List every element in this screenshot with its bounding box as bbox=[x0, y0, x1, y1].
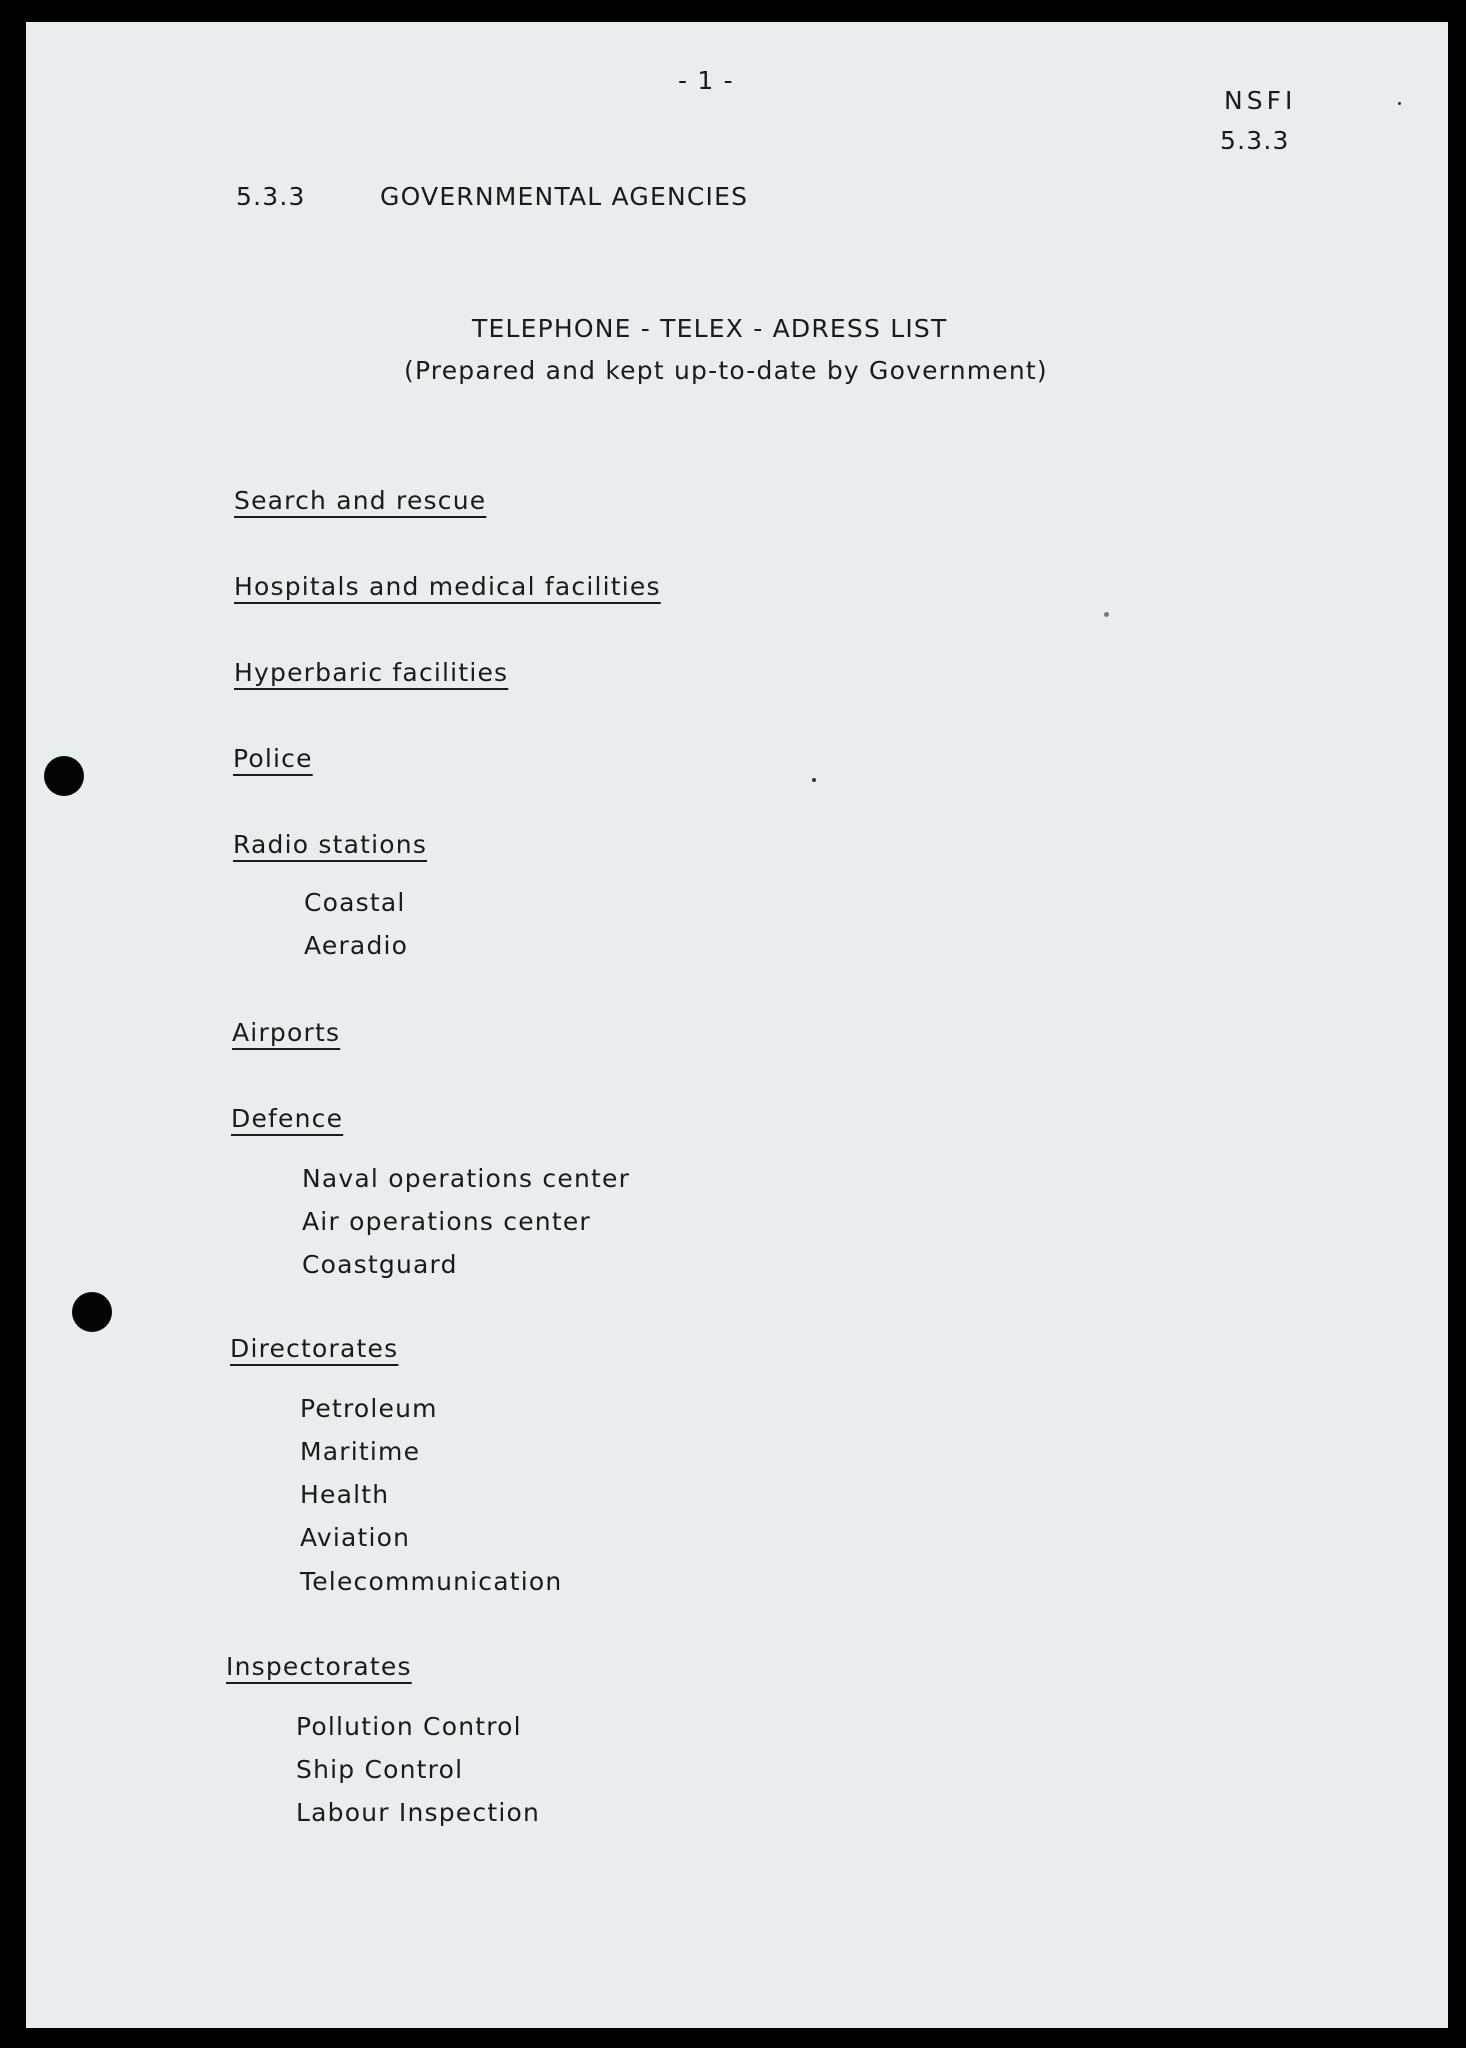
list-item: Telecommunication bbox=[300, 1567, 563, 1596]
section-reference: 5.3.3 bbox=[1220, 126, 1290, 155]
list-item: Pollution Control bbox=[296, 1712, 522, 1741]
org-code: NSFI bbox=[1224, 86, 1297, 115]
category-heading-defence: Defence bbox=[231, 1104, 344, 1133]
section-number: 5.3.3 bbox=[236, 182, 306, 211]
list-item: Naval operations center bbox=[302, 1164, 631, 1193]
list-item: Health bbox=[300, 1480, 390, 1509]
list-item: Ship Control bbox=[296, 1755, 464, 1784]
punch-hole bbox=[72, 1292, 112, 1332]
list-item: Coastguard bbox=[302, 1250, 458, 1279]
scan-speck bbox=[1398, 102, 1401, 105]
section-title: GOVERNMENTAL AGENCIES bbox=[380, 182, 749, 211]
category-heading-hospitals: Hospitals and medical facilities bbox=[234, 572, 661, 601]
list-item: Air operations center bbox=[302, 1207, 591, 1236]
list-subtitle: (Prepared and kept up-to-date by Government) bbox=[404, 356, 1048, 385]
list-item: Petroleum bbox=[300, 1394, 438, 1423]
list-item: Aeradio bbox=[304, 931, 409, 960]
list-item: Aviation bbox=[300, 1523, 411, 1552]
category-heading-airports: Airports bbox=[232, 1018, 341, 1047]
scan-speck bbox=[1104, 612, 1109, 617]
punch-hole bbox=[44, 756, 84, 796]
category-heading-hyperbaric: Hyperbaric facilities bbox=[234, 658, 509, 687]
category-heading-police: Police bbox=[233, 744, 313, 773]
category-heading-radio-stations: Radio stations bbox=[233, 830, 428, 859]
list-item: Maritime bbox=[300, 1437, 421, 1466]
list-item: Labour Inspection bbox=[296, 1798, 541, 1827]
category-heading-search-rescue: Search and rescue bbox=[234, 486, 487, 515]
document-page bbox=[26, 22, 1448, 2028]
category-heading-inspectorates: Inspectorates bbox=[226, 1652, 412, 1681]
list-item: Coastal bbox=[304, 888, 406, 917]
page-number: - 1 - bbox=[678, 66, 734, 95]
scan-speck bbox=[812, 778, 816, 782]
category-heading-directorates: Directorates bbox=[230, 1334, 399, 1363]
list-title: TELEPHONE - TELEX - ADRESS LIST bbox=[472, 314, 948, 343]
